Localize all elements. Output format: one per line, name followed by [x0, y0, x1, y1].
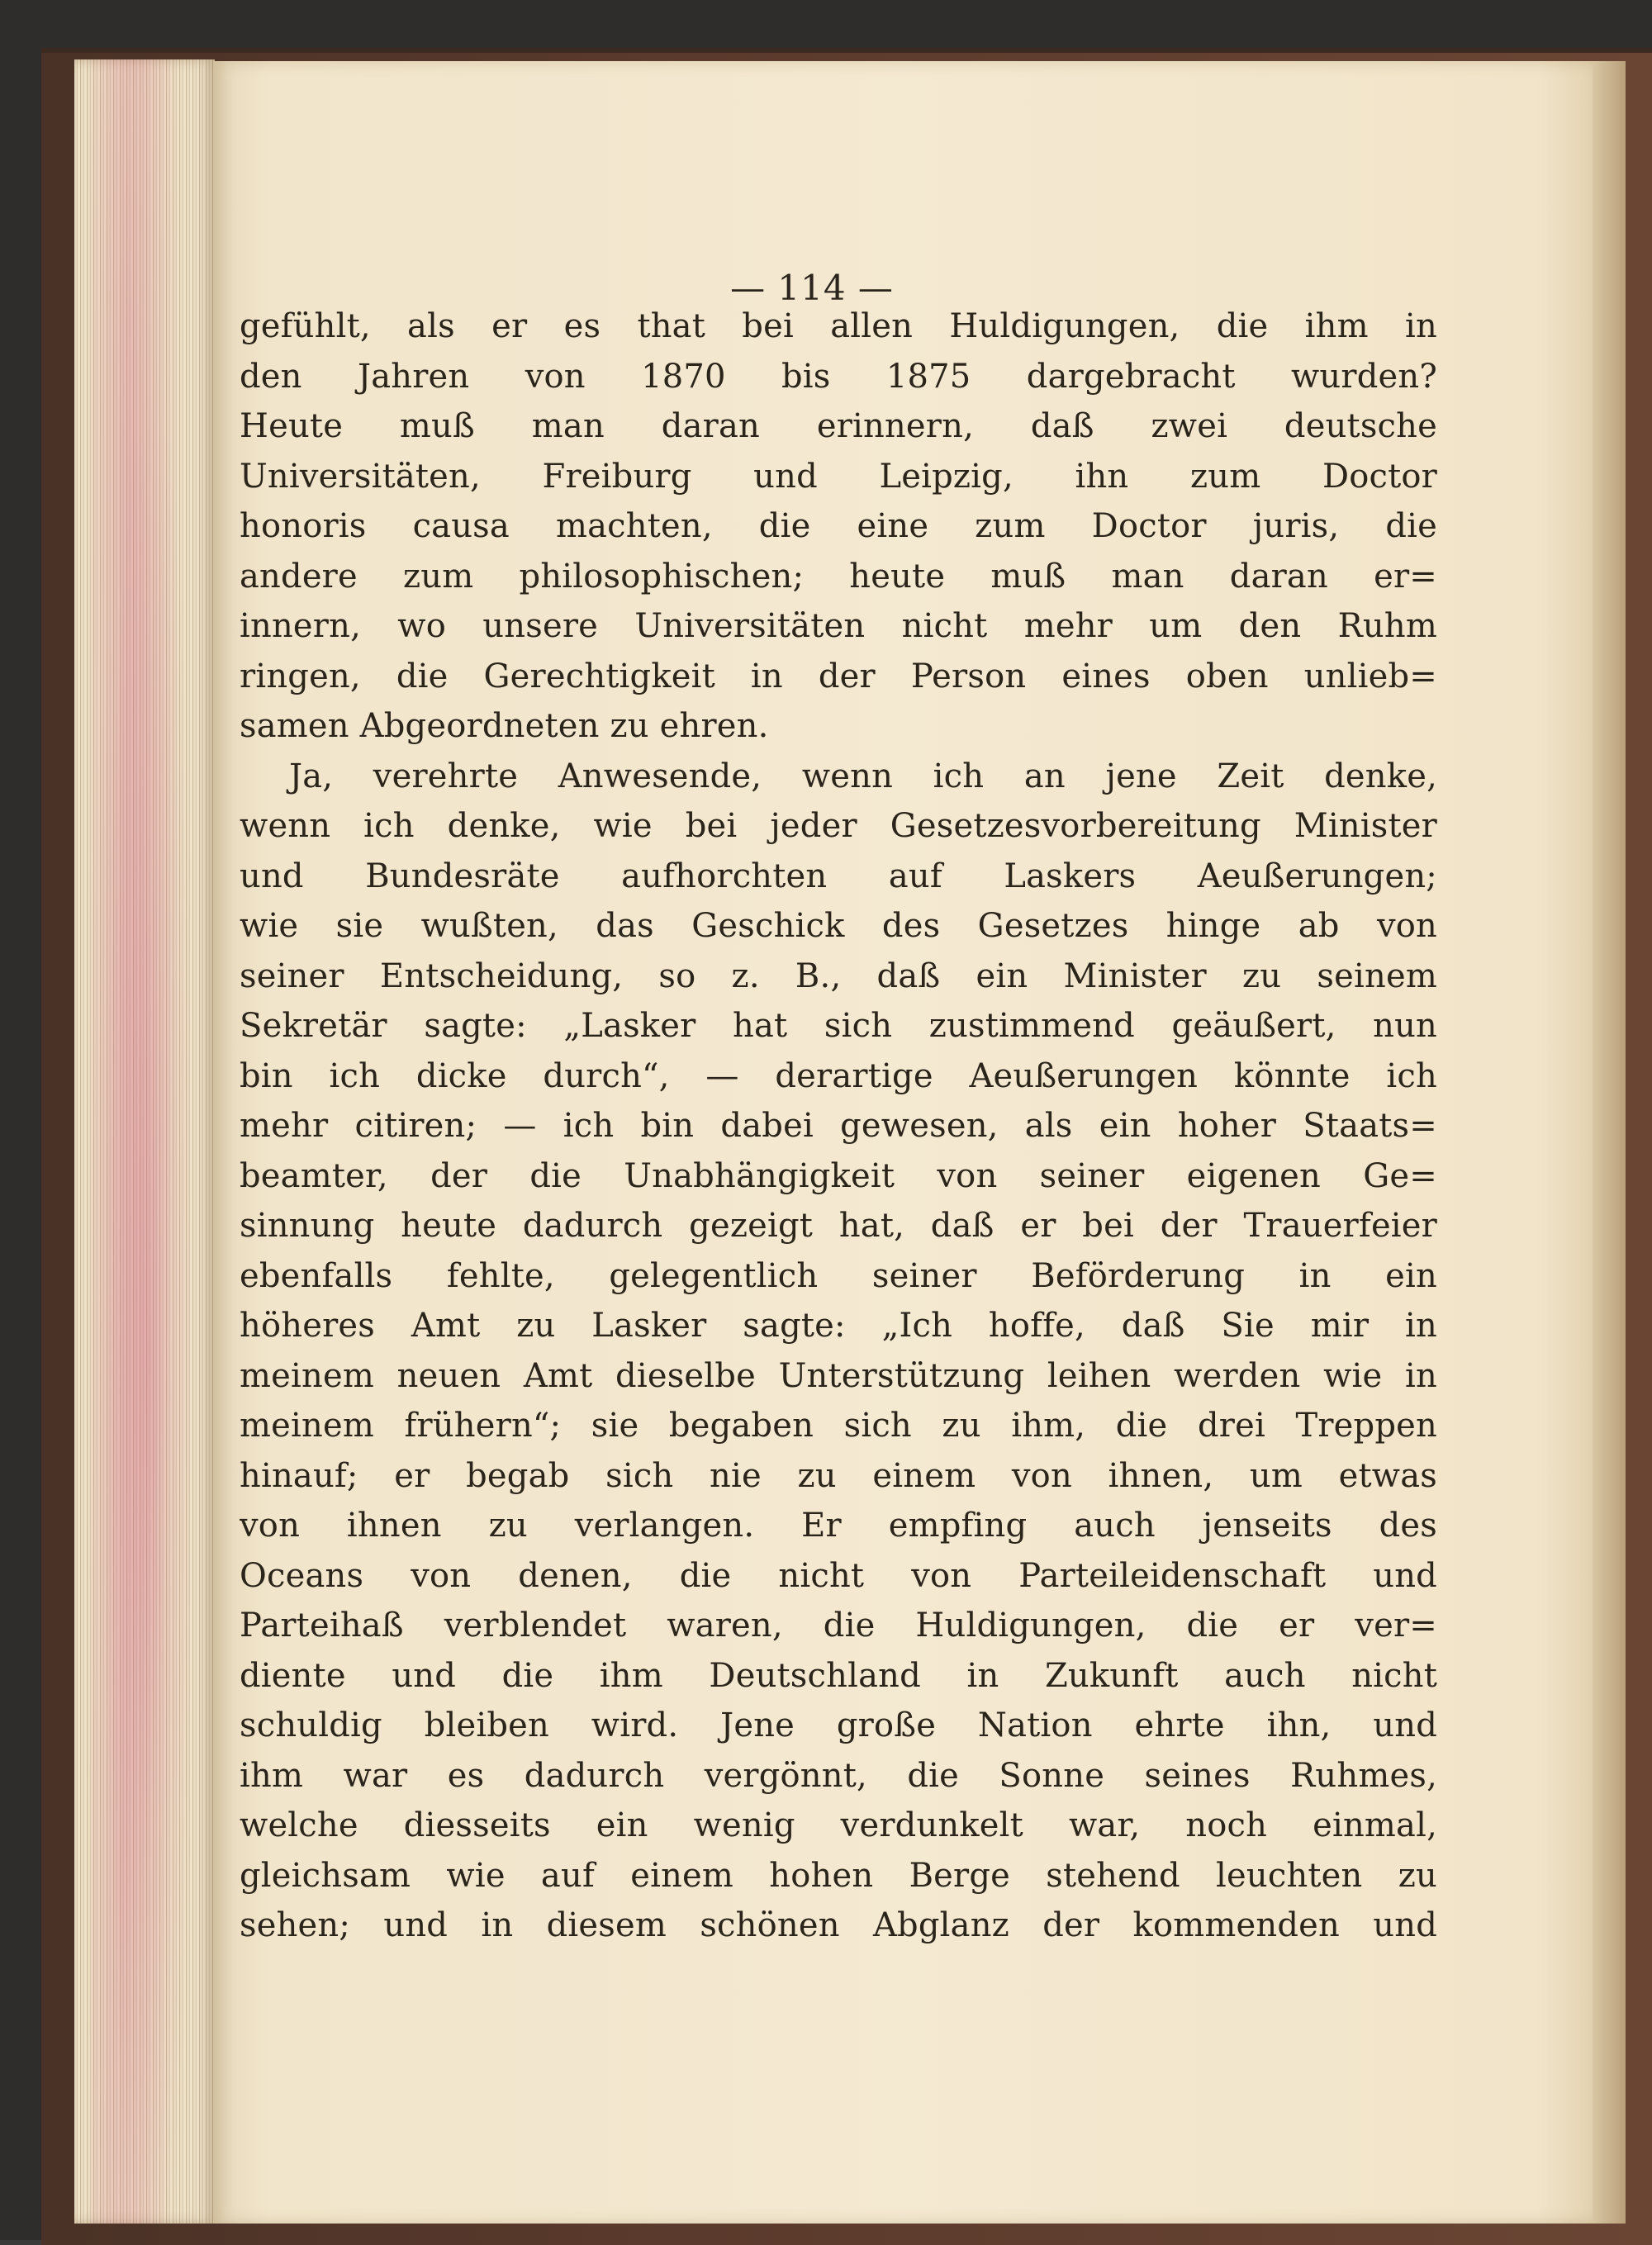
text-line: ringen, die Gerechtigkeit in der Person eines oben unlieb=	[240, 657, 1437, 695]
text-line: Sekretär sagte: „Lasker hat sich zustimmend geäußert, nun	[240, 1007, 1437, 1045]
page-number-text: — 114 —	[730, 268, 894, 308]
text-line: schuldig bleiben wird. Jene große Nation ehrte ihn, und	[240, 1706, 1437, 1744]
page-right-edge	[1593, 61, 1626, 2224]
text-line: Parteihaß verblendet waren, die Huldigungen, die er ver=	[240, 1607, 1437, 1645]
text-line: meinem frühern“; sie begaben sich zu ihm, die drei Treppen	[240, 1407, 1437, 1445]
text-line: bin ich dicke durch“, — derartige Aeußerungen könnte ich	[240, 1056, 1437, 1095]
text-line: andere zum philosophischen; heute muß man daran er=	[240, 557, 1437, 596]
text-line: samen Abgeordneten zu ehren.	[240, 707, 769, 745]
text-line: Oceans von denen, die nicht von Parteileidenschaft und	[240, 1556, 1437, 1595]
text-line: honoris causa machten, die eine zum Doctor juris, die	[240, 507, 1437, 545]
text-line: wie sie wußten, das Geschick des Gesetzes hinge ab von	[240, 907, 1437, 945]
text-line: innern, wo unsere Universitäten nicht mehr um den Ruhm	[240, 607, 1437, 645]
page-edges	[74, 59, 215, 2224]
text-line: mehr citiren; — ich bin dabei gewesen, als ein hoher Staats=	[240, 1107, 1437, 1145]
text-line: Heute muß man daran erinnern, daß zwei deutsche	[240, 407, 1437, 445]
text-line: beamter, der die Unabhängigkeit von seiner eigenen Ge=	[240, 1156, 1437, 1195]
text-line: diente und die ihm Deutschland in Zukunft auch nicht	[240, 1656, 1437, 1695]
text-line: gefühlt, als er es that bei allen Huldigungen, die ihm in	[240, 307, 1437, 345]
text-line: hinauf; er begab sich nie zu einem von ihnen, um etwas	[240, 1456, 1437, 1495]
text-line: höheres Amt zu Lasker sagte: „Ich hoffe, daß Sie mir in	[240, 1307, 1437, 1345]
text-line: den Jahren von 1870 bis 1875 dargebracht wurden?	[240, 357, 1437, 396]
text-line: ebenfalls fehlte, gelegentlich seiner Beförderung in ein	[240, 1256, 1437, 1295]
text-line: von ihnen zu verlangen. Er empfing auch jenseits des	[240, 1507, 1437, 1545]
text-line: meinem neuen Amt dieselbe Unterstützung leihen werden wie in	[240, 1356, 1437, 1395]
body-text	[240, 301, 1437, 1951]
text-line: Universitäten, Freiburg und Leipzig, ihn zum Doctor	[240, 457, 1437, 496]
text-line: ihm war es dadurch vergönnt, die Sonne seines Ruhmes,	[240, 1756, 1437, 1795]
text-line: und Bundesräte aufhorchten auf Laskers Aeußerungen;	[240, 857, 1437, 895]
text-line: sehen; und in diesem schönen Abglanz der kommenden und	[240, 1906, 1437, 1944]
text-line: gleichsam wie auf einem hohen Berge stehend leuchten zu	[240, 1856, 1437, 1895]
text-line: welche diesseits ein wenig verdunkelt war, noch einmal,	[240, 1806, 1437, 1844]
text-line: seiner Entscheidung, so z. B., daß ein Minister zu seinem	[240, 956, 1437, 995]
text-line: wenn ich denke, wie bei jeder Gesetzesvorbereitung Minister	[240, 807, 1437, 845]
text-line: Ja, verehrte Anwesende, wenn ich an jene Zeit denke,	[289, 757, 1437, 795]
text-line: sinnung heute dadurch gezeigt hat, daß er bei der Trauerfeier	[240, 1207, 1437, 1245]
